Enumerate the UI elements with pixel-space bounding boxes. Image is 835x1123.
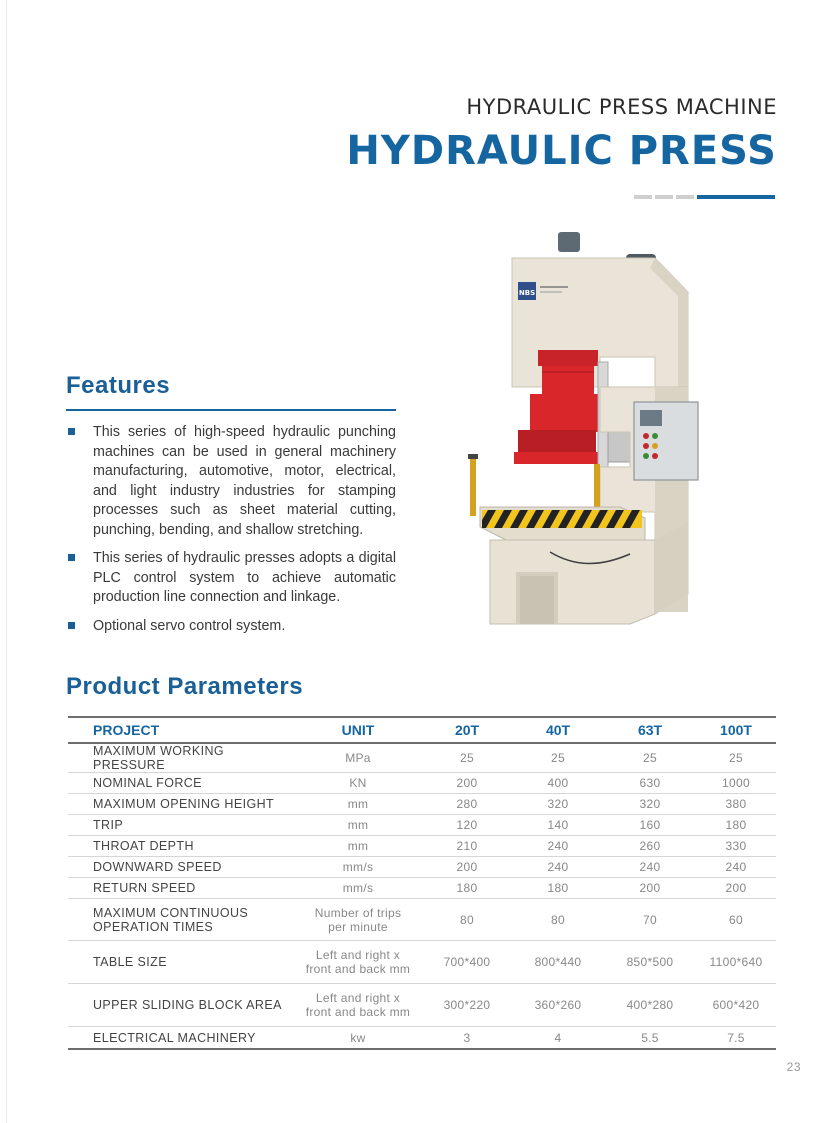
table-row: [68, 815, 776, 836]
table-cell: 3: [422, 1027, 512, 1050]
table-row: [68, 878, 776, 899]
table-cell: mm/s: [294, 878, 422, 899]
table-cell: 70: [604, 899, 696, 941]
title-underline-accent: [697, 195, 775, 199]
table-cell: 240: [696, 857, 776, 878]
table-row: [68, 773, 776, 794]
table-cell: kw: [294, 1027, 422, 1050]
table-cell: 25: [512, 743, 604, 773]
table-cell: 330: [696, 836, 776, 857]
table-cell: 850*500: [604, 941, 696, 984]
table-cell: KN: [294, 773, 422, 794]
square-bullet-icon: [68, 428, 75, 435]
table-cell: MAXIMUM OPENING HEIGHT: [68, 794, 294, 815]
table-cell: mm/s: [294, 857, 422, 878]
table-cell: 25: [422, 743, 512, 773]
table-row: [68, 941, 776, 984]
page-title: HYDRAULIC PRESS: [346, 128, 777, 174]
square-bullet-icon: [68, 622, 75, 629]
page-subtitle: HYDRAULIC PRESS MACHINE: [466, 95, 777, 119]
table-cell: 300*220: [422, 984, 512, 1027]
feature-text: This series of hydraulic presses adopts a digital PLC control system to achieve automatic production line connection and linkage.: [93, 550, 396, 605]
table-cell: 360*260: [512, 984, 604, 1027]
table-cell: 60: [696, 899, 776, 941]
table-cell: 140: [512, 815, 604, 836]
table-cell: Number of trips per minute: [294, 899, 422, 941]
table-cell: 200: [422, 857, 512, 878]
column-header: 40T: [512, 717, 604, 743]
table-cell: NOMINAL FORCE: [68, 773, 294, 794]
table-cell: 210: [422, 836, 512, 857]
page-number: 23: [786, 1060, 801, 1074]
table-cell: TABLE SIZE: [68, 941, 294, 984]
motor-icon: [558, 232, 580, 252]
table-cell: 240: [512, 857, 604, 878]
feature-item: [66, 423, 396, 540]
table-cell: 320: [512, 794, 604, 815]
table-cell: mm: [294, 815, 422, 836]
table-row: [68, 984, 776, 1027]
table-cell: 240: [512, 836, 604, 857]
column-header: 63T: [604, 717, 696, 743]
table-cell: 800*440: [512, 941, 604, 984]
table-cell: 25: [696, 743, 776, 773]
table-cell: DOWNWARD SPEED: [68, 857, 294, 878]
table-cell: Left and right x front and back mm: [294, 941, 422, 984]
table-cell: 320: [604, 794, 696, 815]
table-cell: mm: [294, 836, 422, 857]
table-row: [68, 836, 776, 857]
hydraulic-press-machine-image: [450, 222, 735, 652]
table-cell: 4: [512, 1027, 604, 1050]
table-cell: 180: [696, 815, 776, 836]
table-cell: 1000: [696, 773, 776, 794]
feature-text: Optional servo control system.: [93, 617, 286, 634]
table-cell: 200: [422, 773, 512, 794]
table-cell: 630: [604, 773, 696, 794]
table-row: [68, 794, 776, 815]
column-header: UNIT: [294, 717, 422, 743]
column-header: 100T: [696, 717, 776, 743]
table-header-row: [68, 717, 776, 743]
table-cell: 240: [604, 857, 696, 878]
table-row: [68, 899, 776, 941]
features-list: [66, 423, 396, 645]
features-heading: Features: [66, 372, 171, 399]
table-cell: 80: [512, 899, 604, 941]
table-cell: 700*400: [422, 941, 512, 984]
table-cell: 600*420: [696, 984, 776, 1027]
table-cell: THROAT DEPTH: [68, 836, 294, 857]
table-row: [68, 857, 776, 878]
table-cell: 180: [512, 878, 604, 899]
table-cell: 1100*640: [696, 941, 776, 984]
page-edge-rule: [6, 0, 7, 1123]
machine-logo: NBS: [518, 289, 536, 297]
table-cell: 25: [604, 743, 696, 773]
table-cell: Left and right x front and back mm: [294, 984, 422, 1027]
features-heading-rule: [66, 409, 396, 411]
title-underline-segment: [655, 195, 673, 199]
table-cell: 5.5: [604, 1027, 696, 1050]
feature-text: This series of high-speed hydraulic punching machines can be used in general machinery manufacturing, automotive, motor, electrical, and light industry industries for stamping processes such as sheet material cutting, punching, bending, and shallow stretching.: [93, 424, 396, 538]
column-header: 20T: [422, 717, 512, 743]
table-cell: 120: [422, 815, 512, 836]
table-cell: RETURN SPEED: [68, 878, 294, 899]
feature-item: [66, 617, 396, 637]
table-cell: MPa: [294, 743, 422, 773]
table-cell: 280: [422, 794, 512, 815]
title-underline-segment: [676, 195, 694, 199]
table-cell: 400*280: [604, 984, 696, 1027]
table-cell: 260: [604, 836, 696, 857]
table-cell: 200: [696, 878, 776, 899]
table-cell: 380: [696, 794, 776, 815]
table-cell: ELECTRICAL MACHINERY: [68, 1027, 294, 1050]
table-cell: TRIP: [68, 815, 294, 836]
table-cell: mm: [294, 794, 422, 815]
table-cell: MAXIMUM CONTINUOUS OPERATION TIMES: [68, 899, 294, 941]
table-row: [68, 743, 776, 773]
table-cell: 200: [604, 878, 696, 899]
params-table: [68, 716, 776, 1050]
table-row: [68, 1027, 776, 1050]
title-underline-segment: [634, 195, 652, 199]
table-cell: 180: [422, 878, 512, 899]
params-heading: Product Parameters: [66, 673, 304, 700]
table-cell: 160: [604, 815, 696, 836]
table-cell: MAXIMUM WORKING PRESSURE: [68, 743, 294, 773]
table-cell: 400: [512, 773, 604, 794]
table-cell: UPPER SLIDING BLOCK AREA: [68, 984, 294, 1027]
column-header: PROJECT: [68, 717, 294, 743]
square-bullet-icon: [68, 554, 75, 561]
table-cell: 7.5: [696, 1027, 776, 1050]
table-cell: 80: [422, 899, 512, 941]
feature-item: [66, 549, 396, 608]
